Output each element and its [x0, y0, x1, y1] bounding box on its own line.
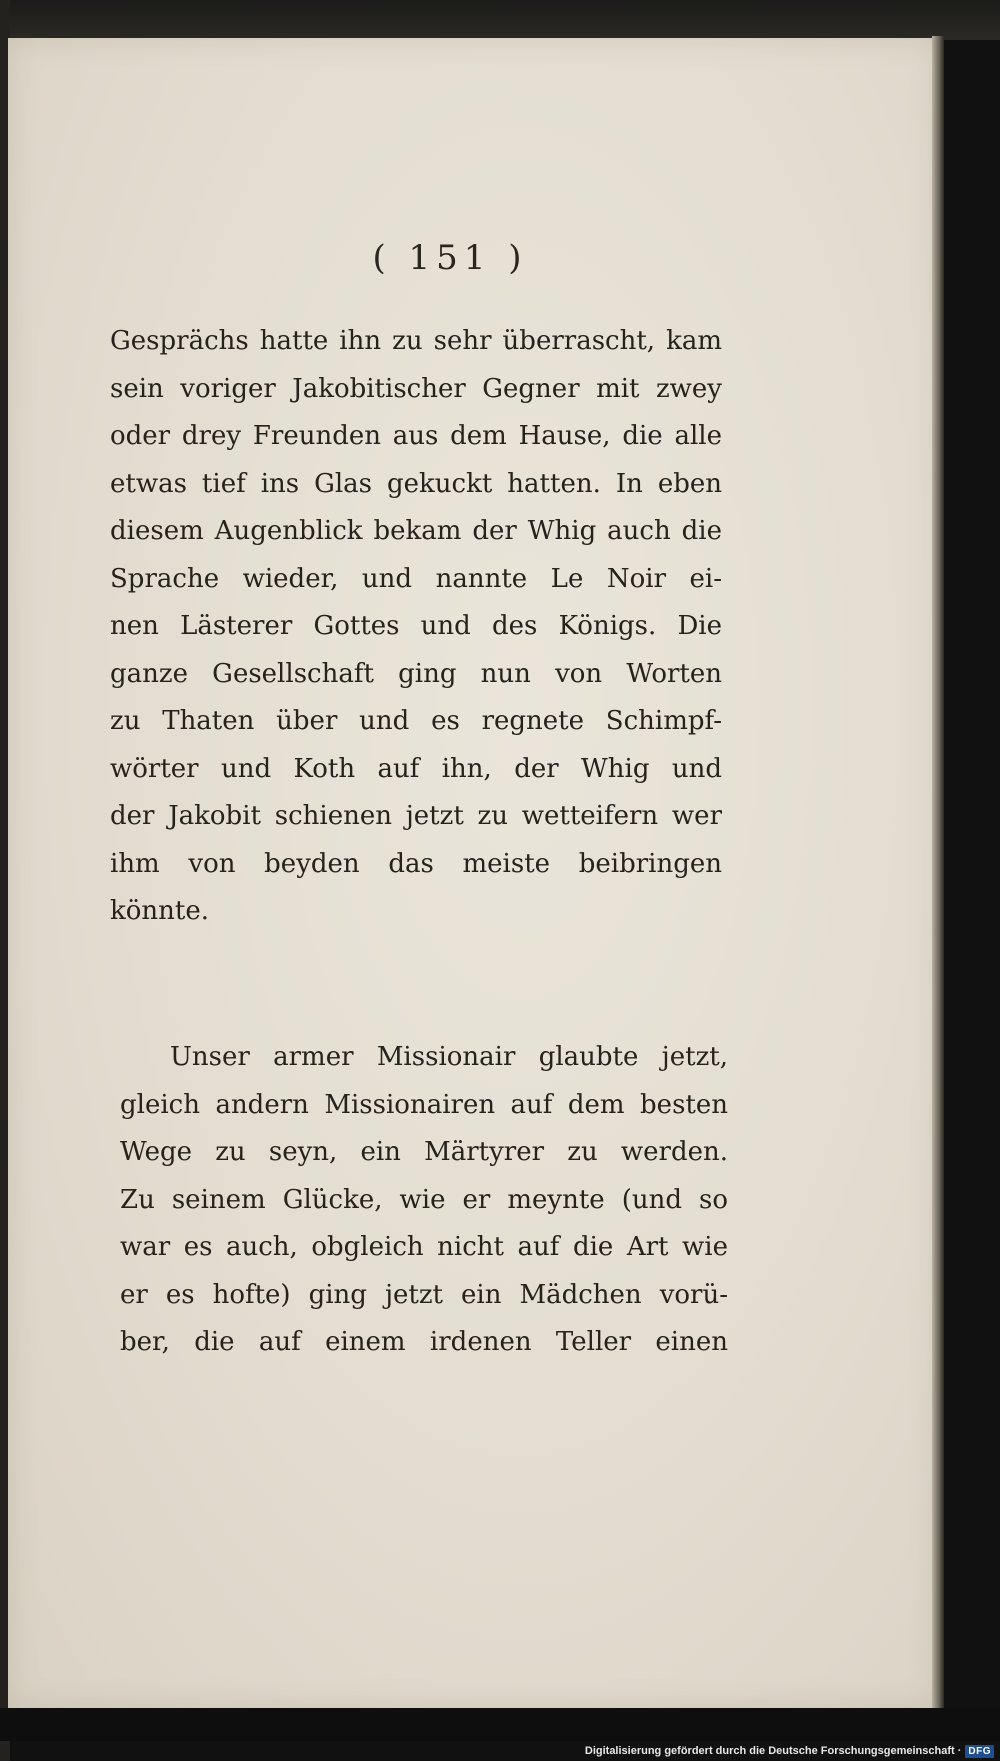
text-line: er es hofte) ging jetzt ein Mädchen vorü-: [120, 1279, 728, 1310]
text-line: der Jakobit schienen jetzt zu wetteifern wer: [110, 801, 722, 831]
text-line: war es auch, obgleich nicht auf die Art wie: [120, 1232, 728, 1262]
text-line: ihm von beyden das meiste beibringen: [110, 848, 722, 879]
text-line: Zu seinem Glücke, wie er meynte (und so: [120, 1184, 728, 1215]
text-line: wörter und Koth auf ihn, der Whig und: [110, 753, 722, 784]
text-line: Wege zu seyn, ein Märtyrer zu werden.: [120, 1137, 728, 1167]
text-line: ber, die auf einem irdenen Teller einen: [120, 1327, 728, 1357]
text-line: zu Thaten über und es regnete Schimpf-: [110, 706, 722, 736]
book-page-edge: [932, 36, 944, 1712]
text-line: gleich andern Missionairen auf dem besten: [120, 1089, 728, 1120]
digitization-footer: [585, 1741, 994, 1761]
text-line: Unser armer Missionair glaubte jetzt,: [170, 1042, 728, 1072]
funding-credit: Digitalisierung gefördert durch die Deutsche Forschungsgemeinschaft ·: [584, 1745, 962, 1757]
scan-background-bottom: [0, 1708, 1000, 1741]
paragraph-2: [120, 1034, 728, 1367]
text-line: Gesprächs hatte ihn zu sehr überrascht, kam: [110, 326, 722, 356]
text-line: nen Lästerer Gottes und des Königs. Die: [110, 611, 722, 641]
text-line: diesem Augenblick bekam der Whig auch die: [110, 516, 722, 546]
text-line: ganze Gesellschaft ging nun von Worten: [110, 658, 722, 689]
text-line: Sprache wieder, und nannte Le Noir ei-: [110, 563, 722, 594]
dfg-logo: DFG: [965, 1745, 994, 1758]
paragraph-1: [110, 318, 722, 936]
scan-background-top: [0, 0, 1000, 40]
page-number: ( 151 ): [372, 238, 528, 278]
text-line: oder drey Freunden aus dem Hause, die alle: [110, 421, 722, 451]
text-line: sein voriger Jakobitischer Gegner mit zwey: [110, 373, 722, 404]
text-line: könnte.: [110, 896, 209, 926]
text-line: etwas tief ins Glas gekuckt hatten. In eben: [110, 468, 722, 499]
